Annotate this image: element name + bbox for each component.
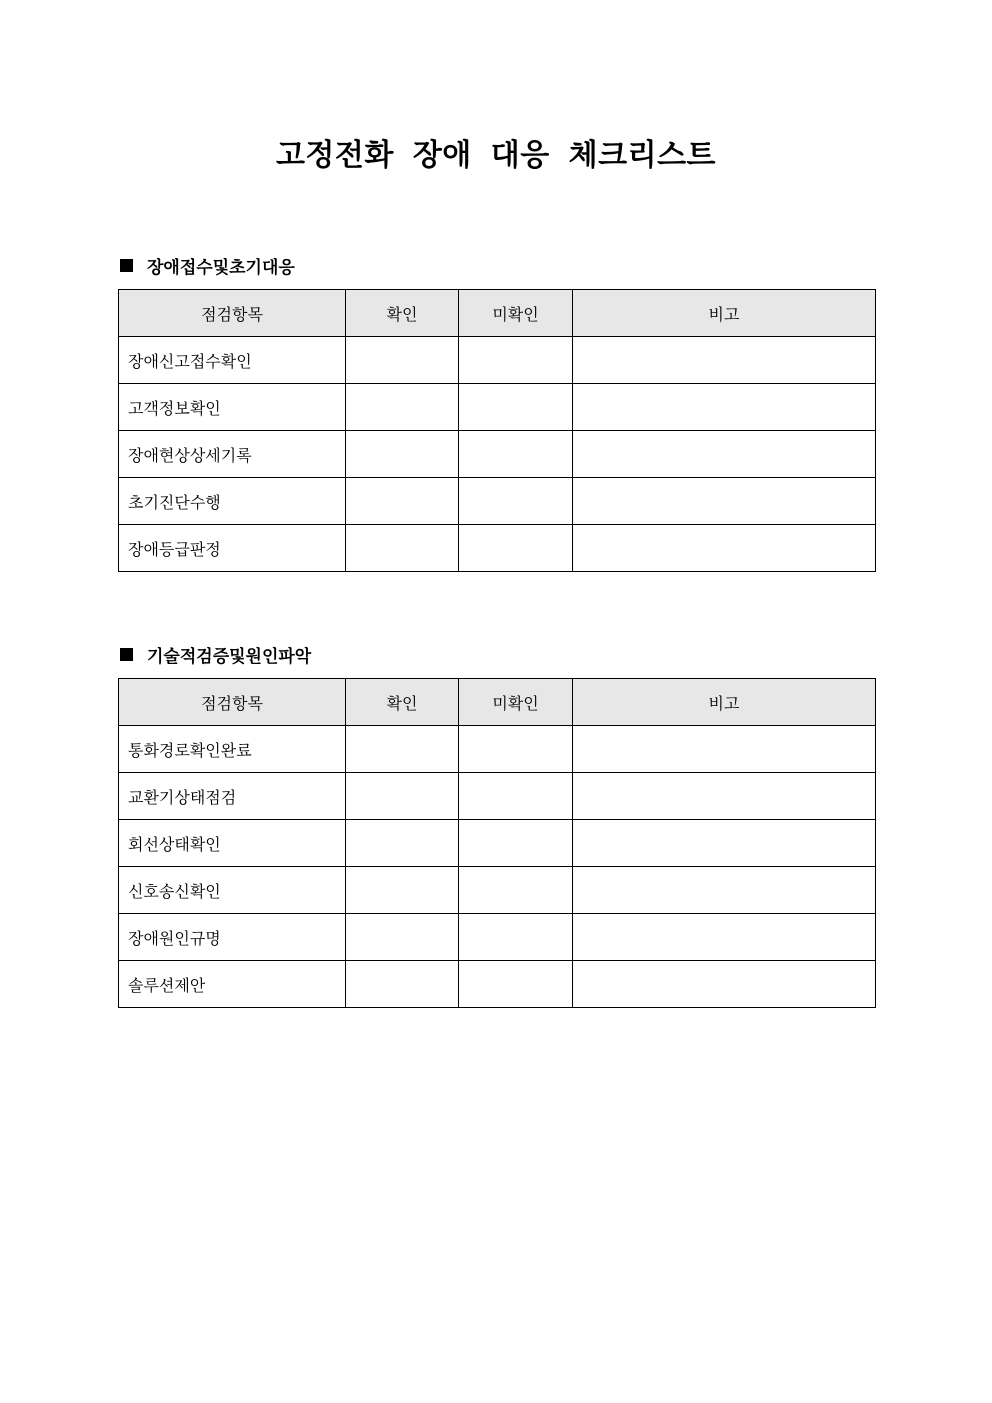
check-item-label: 고객정보확인 [119, 384, 346, 431]
check-item-label: 장애원인규명 [119, 914, 346, 961]
checklist-table [118, 678, 876, 1008]
confirmed-cell[interactable] [346, 525, 459, 572]
confirmed-cell[interactable] [346, 431, 459, 478]
remarks-cell[interactable] [573, 525, 876, 572]
confirmed-cell[interactable] [346, 961, 459, 1008]
column-header-confirmed: 확인 [346, 290, 459, 337]
unconfirmed-cell[interactable] [459, 337, 573, 384]
confirmed-cell[interactable] [346, 384, 459, 431]
remarks-cell[interactable] [573, 961, 876, 1008]
check-item-label: 교환기상태점검 [119, 773, 346, 820]
remarks-cell[interactable] [573, 431, 876, 478]
remarks-cell[interactable] [573, 337, 876, 384]
check-item-label: 초기진단수행 [119, 478, 346, 525]
checklist-table [118, 289, 876, 572]
unconfirmed-cell[interactable] [459, 914, 573, 961]
square-bullet-icon [120, 648, 133, 661]
check-item-label: 장애등급판정 [119, 525, 346, 572]
confirmed-cell[interactable] [346, 478, 459, 525]
section-heading [118, 252, 875, 278]
table-row [119, 384, 876, 431]
remarks-cell[interactable] [573, 867, 876, 914]
check-item-label: 신호송신확인 [119, 867, 346, 914]
column-header-remarks: 비고 [573, 290, 876, 337]
column-header-remarks: 비고 [573, 679, 876, 726]
table-row [119, 867, 876, 914]
remarks-cell[interactable] [573, 773, 876, 820]
remarks-cell[interactable] [573, 914, 876, 961]
table-header-row [119, 679, 876, 726]
unconfirmed-cell[interactable] [459, 384, 573, 431]
remarks-cell[interactable] [573, 820, 876, 867]
unconfirmed-cell[interactable] [459, 726, 573, 773]
table-row [119, 773, 876, 820]
column-header-unconfirmed: 미확인 [459, 290, 573, 337]
check-item-label: 통화경로확인완료 [119, 726, 346, 773]
section-heading-text: 장애접수및초기대응 [147, 257, 295, 278]
check-item-label: 회선상태확인 [119, 820, 346, 867]
table-row [119, 914, 876, 961]
remarks-cell[interactable] [573, 478, 876, 525]
section-heading [118, 641, 875, 667]
column-header-unconfirmed: 미확인 [459, 679, 573, 726]
unconfirmed-cell[interactable] [459, 773, 573, 820]
column-header-item: 점검항목 [119, 290, 346, 337]
remarks-cell[interactable] [573, 384, 876, 431]
table-row [119, 478, 876, 525]
section-technical-verification [118, 641, 875, 1008]
table-header-row [119, 290, 876, 337]
unconfirmed-cell[interactable] [459, 820, 573, 867]
confirmed-cell[interactable] [346, 773, 459, 820]
confirmed-cell[interactable] [346, 867, 459, 914]
table-row [119, 961, 876, 1008]
check-item-label: 솔루션제안 [119, 961, 346, 1008]
table-row [119, 525, 876, 572]
page-title: 고정전화 장애 대응 체크리스트 [275, 138, 717, 173]
table-row [119, 820, 876, 867]
unconfirmed-cell[interactable] [459, 867, 573, 914]
unconfirmed-cell[interactable] [459, 431, 573, 478]
confirmed-cell[interactable] [346, 337, 459, 384]
remarks-cell[interactable] [573, 726, 876, 773]
table-row [119, 337, 876, 384]
confirmed-cell[interactable] [346, 914, 459, 961]
column-header-confirmed: 확인 [346, 679, 459, 726]
unconfirmed-cell[interactable] [459, 525, 573, 572]
table-row [119, 431, 876, 478]
table-row [119, 726, 876, 773]
section-heading-text: 기술적검증및원인파악 [147, 646, 312, 667]
confirmed-cell[interactable] [346, 726, 459, 773]
unconfirmed-cell[interactable] [459, 478, 573, 525]
section-initial-response [118, 252, 875, 572]
column-header-item: 점검항목 [119, 679, 346, 726]
check-item-label: 장애신고접수확인 [119, 337, 346, 384]
unconfirmed-cell[interactable] [459, 961, 573, 1008]
check-item-label: 장애현상상세기록 [119, 431, 346, 478]
square-bullet-icon [120, 259, 133, 272]
confirmed-cell[interactable] [346, 820, 459, 867]
